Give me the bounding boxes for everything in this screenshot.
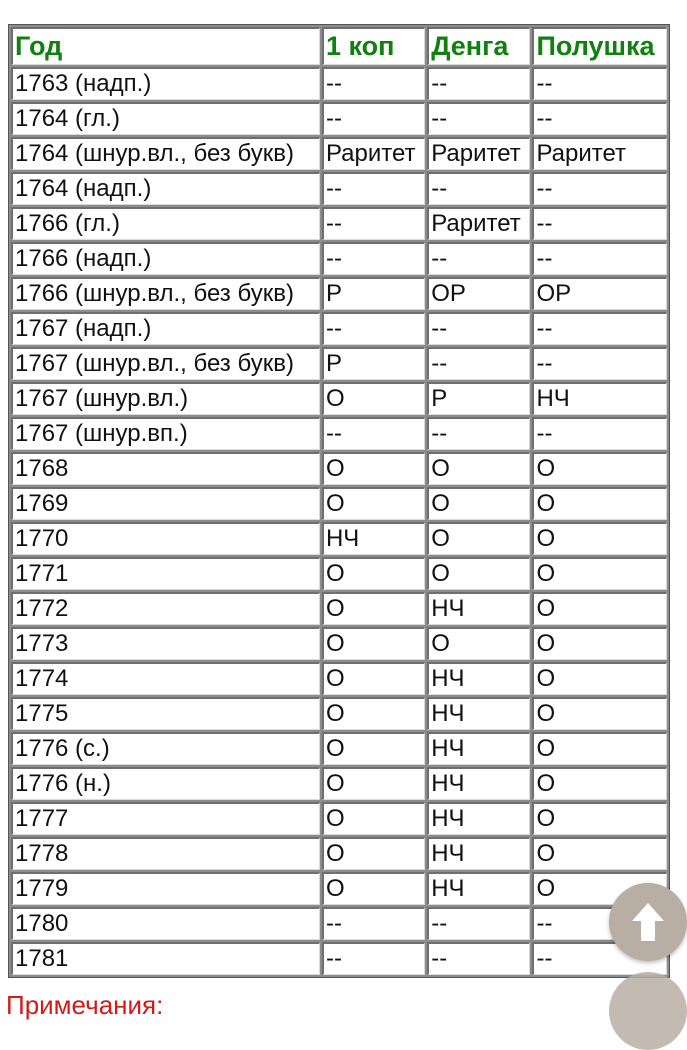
cell-denga: -- [427, 312, 530, 345]
cell-year: 1767 (надп.) [11, 312, 320, 345]
cell-denga: НЧ [427, 697, 530, 730]
cell-year: 1777 [11, 802, 320, 835]
cell-1-kop: -- [322, 907, 425, 940]
cell-polushka: О [532, 732, 667, 765]
cell-denga: -- [427, 347, 530, 380]
cell-polushka: -- [532, 242, 667, 275]
cell-denga: НЧ [427, 802, 530, 835]
table-row [11, 487, 667, 520]
cell-denga: -- [427, 67, 530, 100]
cell-polushka: О [532, 452, 667, 485]
cell-year: 1780 [11, 907, 320, 940]
table-row [11, 207, 667, 240]
table-row [11, 732, 667, 765]
cell-year: 1776 (с.) [11, 732, 320, 765]
table-row [11, 942, 667, 975]
floating-action-button[interactable] [609, 972, 687, 1050]
table-row [11, 907, 667, 940]
cell-denga: О [427, 487, 530, 520]
cell-polushka: О [532, 767, 667, 800]
cell-1-kop: -- [322, 207, 425, 240]
table-row [11, 627, 667, 660]
table-row [11, 767, 667, 800]
cell-1-kop: О [322, 382, 425, 415]
cell-denga: Раритет [427, 137, 530, 170]
cell-year: 1764 (гл.) [11, 102, 320, 135]
table-row [11, 872, 667, 905]
cell-1-kop: -- [322, 172, 425, 205]
cell-year: 1769 [11, 487, 320, 520]
cell-polushka: О [532, 837, 667, 870]
table-row [11, 172, 667, 205]
cell-year: 1774 [11, 662, 320, 695]
cell-polushka: -- [532, 417, 667, 450]
table-header-row [11, 27, 667, 65]
cell-year: 1779 [11, 872, 320, 905]
cell-1-kop: О [322, 837, 425, 870]
cell-1-kop: Раритет [322, 137, 425, 170]
table-row [11, 697, 667, 730]
cell-polushka: Раритет [532, 137, 667, 170]
cell-denga: НЧ [427, 837, 530, 870]
cell-polushka: -- [532, 347, 667, 380]
cell-1-kop: -- [322, 242, 425, 275]
cell-denga: НЧ [427, 872, 530, 905]
cell-year: 1766 (гл.) [11, 207, 320, 240]
table-row [11, 452, 667, 485]
cell-1-kop: Р [322, 277, 425, 310]
cell-polushka: О [532, 627, 667, 660]
header-year: Год [11, 27, 320, 65]
cell-polushka: О [532, 592, 667, 625]
arrow-up-icon [628, 900, 668, 944]
cell-1-kop: О [322, 872, 425, 905]
cell-polushka: -- [532, 907, 667, 940]
table-row [11, 382, 667, 415]
cell-year: 1773 [11, 627, 320, 660]
cell-polushka: -- [532, 67, 667, 100]
table-row [11, 592, 667, 625]
cell-denga: О [427, 557, 530, 590]
cell-denga: НЧ [427, 767, 530, 800]
cell-1-kop: О [322, 592, 425, 625]
cell-year: 1767 (шнур.вп.) [11, 417, 320, 450]
cell-1-kop: О [322, 732, 425, 765]
cell-1-kop: О [322, 557, 425, 590]
table-row [11, 557, 667, 590]
cell-denga: ОР [427, 277, 530, 310]
table-row [11, 102, 667, 135]
cell-1-kop: О [322, 627, 425, 660]
cell-year: 1767 (шнур.вл.) [11, 382, 320, 415]
cell-denga: О [427, 522, 530, 555]
cell-denga: -- [427, 942, 530, 975]
cell-denga: Раритет [427, 207, 530, 240]
table-row [11, 417, 667, 450]
table-row [11, 67, 667, 100]
cell-denga: НЧ [427, 592, 530, 625]
cell-polushka: О [532, 697, 667, 730]
cell-1-kop: О [322, 452, 425, 485]
cell-year: 1764 (надп.) [11, 172, 320, 205]
header-polushka: Полушка [532, 27, 667, 65]
cell-denga: -- [427, 907, 530, 940]
cell-1-kop: -- [322, 312, 425, 345]
cell-year: 1772 [11, 592, 320, 625]
cell-year: 1763 (надп.) [11, 67, 320, 100]
cell-polushka: -- [532, 172, 667, 205]
cell-year: 1781 [11, 942, 320, 975]
cell-polushka: ОР [532, 277, 667, 310]
cell-denga: НЧ [427, 732, 530, 765]
scroll-to-top-button[interactable] [609, 883, 687, 961]
cell-polushka: О [532, 487, 667, 520]
cell-year: 1770 [11, 522, 320, 555]
cell-polushka: О [532, 662, 667, 695]
notes-heading: Примечания: [6, 990, 164, 1020]
cell-year: 1767 (шнур.вл., без букв) [11, 347, 320, 380]
cell-1-kop: НЧ [322, 522, 425, 555]
cell-1-kop: О [322, 662, 425, 695]
cell-1-kop: -- [322, 417, 425, 450]
cell-denga: Р [427, 382, 530, 415]
table-row [11, 802, 667, 835]
cell-year: 1771 [11, 557, 320, 590]
cell-year: 1776 (н.) [11, 767, 320, 800]
table-row [11, 242, 667, 275]
cell-denga: О [427, 452, 530, 485]
cell-1-kop: О [322, 697, 425, 730]
cell-1-kop: -- [322, 102, 425, 135]
cell-polushka: НЧ [532, 382, 667, 415]
cell-polushka: -- [532, 312, 667, 345]
cell-polushka: -- [532, 102, 667, 135]
cell-polushka: О [532, 557, 667, 590]
cell-denga: -- [427, 242, 530, 275]
table-body [11, 67, 667, 975]
table-row [11, 662, 667, 695]
cell-year: 1775 [11, 697, 320, 730]
cell-1-kop: О [322, 487, 425, 520]
table-row [11, 347, 667, 380]
cell-year: 1768 [11, 452, 320, 485]
cell-year: 1764 (шнур.вл., без букв) [11, 137, 320, 170]
cell-1-kop: Р [322, 347, 425, 380]
cell-year: 1766 (надп.) [11, 242, 320, 275]
table-row [11, 277, 667, 310]
table-row [11, 522, 667, 555]
coin-rarity-table [8, 24, 670, 978]
cell-polushka: О [532, 802, 667, 835]
header-1-kop: 1 коп [322, 27, 425, 65]
cell-denga: -- [427, 172, 530, 205]
table-row [11, 837, 667, 870]
cell-1-kop: -- [322, 67, 425, 100]
cell-polushka: -- [532, 942, 667, 975]
cell-1-kop: О [322, 767, 425, 800]
cell-1-kop: -- [322, 942, 425, 975]
cell-1-kop: О [322, 802, 425, 835]
table-row [11, 137, 667, 170]
cell-denga: О [427, 627, 530, 660]
cell-denga: -- [427, 102, 530, 135]
header-denga: Денга [427, 27, 530, 65]
cell-polushka: -- [532, 207, 667, 240]
cell-year: 1766 (шнур.вл., без букв) [11, 277, 320, 310]
cell-denga: НЧ [427, 662, 530, 695]
cell-polushka: О [532, 522, 667, 555]
cell-polushka: О [532, 872, 667, 905]
table-row [11, 312, 667, 345]
cell-year: 1778 [11, 837, 320, 870]
cell-denga: -- [427, 417, 530, 450]
